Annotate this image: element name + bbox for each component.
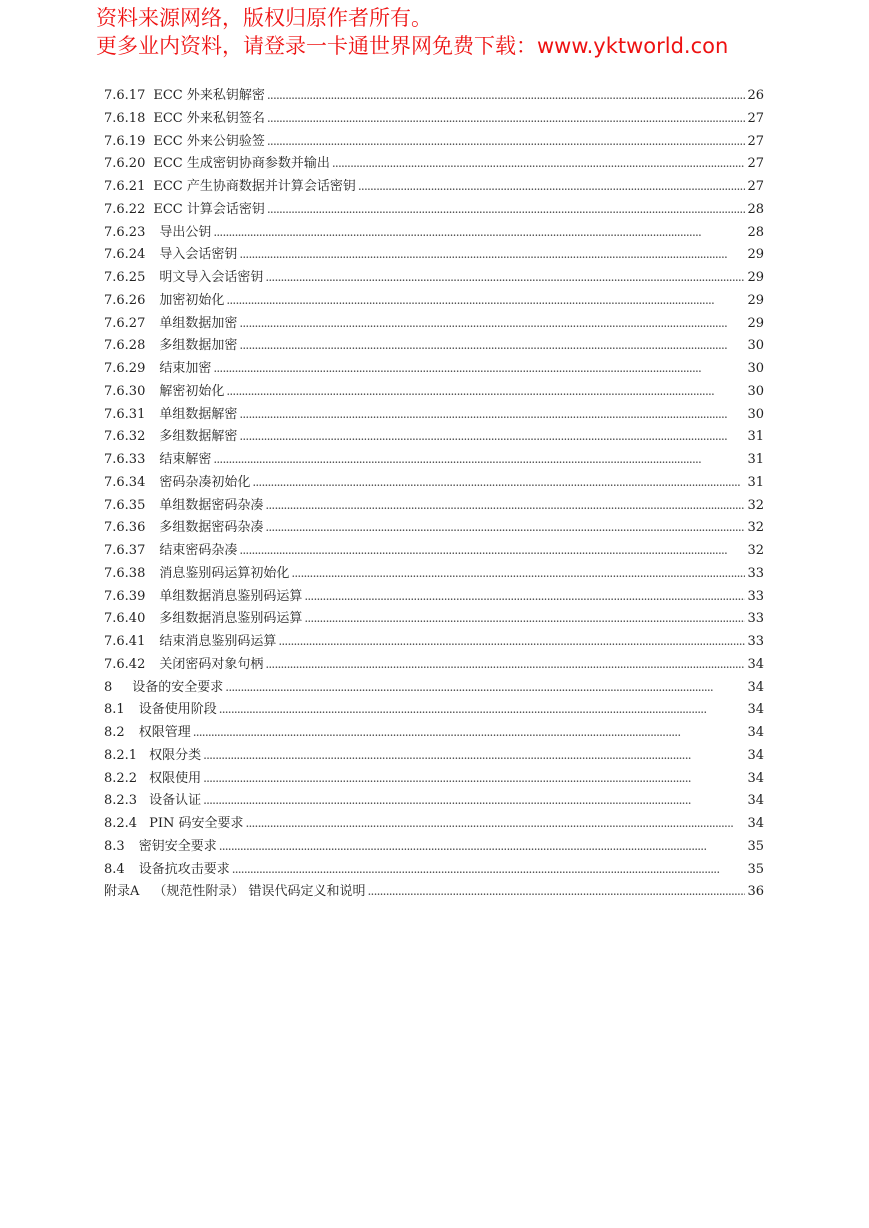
toc-entry-title	[104, 335, 237, 358]
toc-entry-page: 32	[747, 497, 764, 513]
toc-entry-number: 附录A	[104, 884, 140, 900]
toc-entry-title	[104, 404, 237, 427]
toc-entry[interactable]	[104, 789, 764, 812]
toc-entry-page: 30	[747, 361, 764, 376]
toc-entry-text: 设备使用阶段	[138, 702, 217, 718]
toc-entry-page: 32	[747, 520, 764, 536]
toc-entry[interactable]	[104, 357, 764, 380]
toc-entry-page: 29	[747, 270, 764, 285]
toc-entry[interactable]	[104, 607, 764, 630]
toc-entry-number: 8.2.4	[104, 816, 138, 831]
toc-entry[interactable]	[104, 585, 764, 608]
toc-dot-leader	[226, 289, 745, 313]
toc-entry[interactable]	[104, 744, 764, 767]
toc-entry[interactable]	[104, 494, 764, 517]
toc-dot-leader	[265, 266, 745, 290]
toc-dot-leader	[265, 494, 745, 518]
toc-entry-title	[104, 517, 263, 540]
toc-entry-title	[104, 176, 356, 199]
toc-dot-leader	[267, 130, 746, 154]
toc-dot-leader	[304, 585, 745, 609]
toc-entry-page: 31	[747, 452, 764, 467]
toc-entry-number: 7.6.19	[104, 133, 146, 149]
toc-entry-page: 27	[747, 156, 764, 172]
toc-entry[interactable]	[104, 152, 764, 175]
toc-entry-number: 7.6.27	[104, 315, 146, 331]
toc-entry-title	[104, 472, 250, 495]
toc-dot-leader	[225, 676, 745, 700]
toc-entry-number: 8.4	[104, 861, 125, 877]
toc-entry-number: 7.6.41	[104, 634, 146, 649]
copyright-banner	[96, 4, 728, 60]
toc-entry-text: 结束解密	[159, 452, 212, 467]
toc-entry-page: 36	[747, 884, 764, 900]
toc-dot-leader	[239, 312, 745, 336]
toc-dot-leader	[358, 175, 746, 199]
toc-entry-number: 7.6.33	[104, 452, 146, 467]
toc-entry-page: 29	[747, 292, 764, 308]
toc-entry-page: 34	[747, 656, 764, 672]
toc-entry-page: 29	[747, 247, 764, 263]
toc-entry[interactable]	[104, 516, 764, 539]
toc-entry-title	[104, 881, 366, 904]
toc-entry[interactable]	[104, 630, 764, 653]
toc-entry-page: 34	[747, 770, 764, 786]
toc-entry-number: 7.6.35	[104, 497, 146, 513]
toc-entry-title	[104, 677, 223, 700]
toc-entry-text: 单组数据加密	[159, 315, 238, 331]
toc-entry-text: 多组数据密码杂凑	[159, 520, 264, 536]
toc-entry[interactable]	[104, 858, 764, 881]
toc-entry-title	[104, 836, 217, 859]
toc-dot-leader	[239, 425, 745, 449]
toc-dot-leader	[278, 630, 745, 654]
toc-entry[interactable]	[104, 312, 764, 335]
toc-dot-leader	[267, 198, 746, 222]
toc-entry[interactable]	[104, 221, 764, 244]
toc-entry-title	[104, 586, 302, 609]
toc-dot-leader	[239, 403, 745, 427]
toc-dot-leader	[252, 471, 745, 495]
toc-entry[interactable]	[104, 448, 764, 471]
toc-entry-page: 31	[747, 429, 764, 445]
toc-entry-text: 多组数据消息鉴别码运算	[159, 611, 303, 627]
toc-entry-number: 7.6.42	[104, 656, 146, 672]
toc-dot-leader	[219, 835, 746, 859]
toc-entry-number: 8.2	[104, 725, 125, 740]
toc-entry[interactable]	[104, 84, 764, 107]
toc-entry[interactable]	[104, 289, 764, 312]
toc-entry-text: 加密初始化	[159, 292, 225, 308]
toc-dot-leader	[291, 562, 745, 586]
toc-entry-page: 34	[747, 679, 764, 695]
toc-entry-page: 30	[747, 338, 764, 354]
toc-entry[interactable]	[104, 175, 764, 198]
toc-entry-number: 7.6.18	[104, 110, 146, 126]
toc-entry-text: 设备的安全要求	[132, 679, 224, 695]
toc-entry-title	[104, 313, 237, 336]
toc-dot-leader	[265, 516, 745, 540]
toc-entry[interactable]	[104, 403, 764, 426]
toc-entry-text: 单组数据消息鉴别码运算	[159, 588, 303, 604]
toc-entry-text: 结束密码杂凑	[159, 543, 238, 558]
toc-entry-number: 8.2.1	[104, 747, 138, 763]
toc-entry-text: 设备认证	[149, 793, 202, 809]
toc-entry[interactable]	[104, 767, 764, 790]
toc-entry-text: 结束消息鉴别码运算	[159, 634, 277, 649]
toc-entry-title	[104, 859, 230, 882]
toc-entry-text: 消息鉴别码运算初始化	[159, 565, 290, 581]
toc-entry[interactable]	[104, 198, 764, 221]
toc-entry[interactable]	[104, 653, 764, 676]
toc-entry-text: （规范性附录） 错误代码定义和说明	[153, 884, 366, 900]
toc-entry-number: 7.6.40	[104, 611, 146, 627]
toc-entry-text: 权限分类	[149, 747, 202, 763]
toc-entry-text: 单组数据解密	[159, 406, 238, 422]
toc-entry-number: 7.6.22	[104, 201, 146, 217]
toc-dot-leader	[232, 858, 746, 882]
toc-entry-title	[104, 563, 289, 586]
toc-entry-text: 权限管理	[138, 725, 191, 740]
toc-entry-title	[104, 199, 265, 222]
toc-entry-page: 27	[747, 110, 764, 126]
toc-entry-title	[104, 722, 191, 745]
toc-entry[interactable]	[104, 835, 764, 858]
toc-entry-page: 27	[747, 179, 764, 194]
toc-entry-title	[104, 290, 224, 313]
toc-entry[interactable]	[104, 380, 764, 403]
toc-dot-leader	[219, 698, 746, 722]
toc-entry[interactable]	[104, 562, 764, 585]
toc-entry-number: 7.6.31	[104, 406, 146, 422]
toc-entry-page: 33	[747, 634, 764, 649]
toc-dot-leader	[368, 880, 746, 904]
banner-line-2: 更多业内资料，请登录一卡通世界网免费下载：www.yktworld.con	[96, 34, 729, 58]
toc-dot-leader	[203, 767, 745, 791]
toc-entry-page: 33	[747, 588, 764, 604]
toc-dot-leader	[239, 243, 745, 267]
toc-entry-title	[104, 768, 201, 791]
toc-entry-title	[104, 608, 302, 631]
toc-entry-number: 7.6.26	[104, 292, 146, 308]
toc-entry-text: ECC 生成密钥协商参数并输出	[153, 156, 330, 172]
toc-entry-number: 7.6.21	[104, 179, 146, 194]
toc-entry[interactable]	[104, 721, 764, 744]
toc-entry[interactable]	[104, 425, 764, 448]
toc-entry-number: 8	[104, 679, 113, 695]
toc-dot-leader	[193, 721, 746, 745]
toc-dot-leader	[304, 607, 745, 631]
toc-entry-title	[104, 426, 237, 449]
toc-entry-page: 35	[747, 861, 764, 877]
toc-entry-text: 权限使用	[149, 770, 202, 786]
toc-entry-page: 34	[747, 747, 764, 763]
toc-entry-number: 8.2.3	[104, 793, 138, 809]
toc-entry-page: 34	[747, 793, 764, 809]
toc-entry-text: 设备抗攻击要求	[138, 861, 230, 877]
toc-entry[interactable]	[104, 698, 764, 721]
toc-entry-number: 7.6.17	[104, 88, 146, 103]
toc-entry-title	[104, 813, 243, 836]
toc-entry[interactable]	[104, 880, 764, 903]
toc-entry-title	[104, 108, 265, 131]
toc-entry-number: 7.6.34	[104, 474, 146, 490]
toc-entry-page: 33	[747, 565, 764, 581]
toc-entry-page: 29	[747, 315, 764, 331]
toc-dot-leader	[265, 653, 745, 677]
toc-dot-leader	[267, 84, 746, 108]
toc-entry-text: 结束加密	[159, 361, 212, 376]
toc-entry-title	[104, 540, 237, 563]
toc-entry[interactable]	[104, 539, 764, 562]
toc-entry-text: ECC 外来私钥签名	[153, 110, 265, 126]
toc-entry-text: 解密初始化	[159, 383, 225, 399]
toc-entry-page: 27	[747, 133, 764, 149]
toc-entry-title	[104, 654, 263, 677]
toc-entry-page: 34	[747, 702, 764, 718]
toc-entry-page: 28	[747, 224, 764, 240]
toc-entry-text: ECC 外来公钥验签	[153, 133, 265, 149]
toc-entry-number: 7.6.23	[104, 224, 146, 240]
toc-entry-page: 32	[747, 543, 764, 558]
toc-entry-number: 7.6.39	[104, 588, 146, 604]
toc-entry-title	[104, 267, 263, 290]
toc-entry-number: 7.6.36	[104, 520, 146, 536]
toc-entry[interactable]	[104, 107, 764, 130]
toc-entry-text: 导出公钥	[159, 224, 212, 240]
toc-entry-page: 33	[747, 611, 764, 627]
toc-entry-text: 明文导入会话密钥	[159, 270, 264, 285]
toc-dot-leader	[332, 152, 746, 176]
toc-entry-title	[104, 631, 276, 654]
toc-entry-number: 7.6.24	[104, 247, 146, 263]
toc-entry-title	[104, 449, 211, 472]
toc-entry-text: 单组数据密码杂凑	[159, 497, 264, 513]
toc-entry-number: 7.6.37	[104, 543, 146, 558]
toc-entry-title	[104, 495, 263, 518]
toc-entry-number: 7.6.30	[104, 383, 146, 399]
toc-entry-title	[104, 745, 201, 768]
toc-entry-page: 30	[747, 383, 764, 399]
toc-entry-text: ECC 产生协商数据并计算会话密钥	[153, 179, 356, 194]
toc-entry-text: PIN 码安全要求	[149, 816, 244, 831]
toc-entry-text: 关闭密码对象句柄	[159, 656, 264, 672]
toc-entry-number: 7.6.25	[104, 270, 146, 285]
toc-entry-number: 7.6.28	[104, 338, 146, 354]
toc-entry-title	[104, 131, 265, 154]
toc-dot-leader	[213, 221, 745, 245]
toc-entry-number: 8.2.2	[104, 770, 138, 786]
toc-entry[interactable]	[104, 266, 764, 289]
toc-entry-page: 28	[747, 201, 764, 217]
toc-dot-leader	[203, 744, 745, 768]
toc-dot-leader	[203, 789, 745, 813]
toc-entry[interactable]	[104, 812, 764, 835]
toc-entry-text: ECC 外来私钥解密	[153, 88, 265, 103]
toc-dot-leader	[226, 380, 745, 404]
toc-dot-leader	[213, 448, 745, 472]
toc-entry-number: 7.6.32	[104, 429, 146, 445]
toc-dot-leader	[267, 107, 746, 131]
toc-entry-page: 34	[747, 816, 764, 831]
toc-entry-number: 7.6.20	[104, 156, 146, 172]
toc-entry[interactable]	[104, 471, 764, 494]
toc-entry-page: 34	[747, 725, 764, 740]
toc-entry-page: 26	[747, 88, 764, 103]
toc-entry-title	[104, 358, 211, 381]
toc-entry-page: 30	[747, 406, 764, 422]
toc-entry-number: 7.6.38	[104, 565, 146, 581]
toc-entry-page: 35	[747, 838, 764, 854]
toc-entry-text: 多组数据加密	[159, 338, 238, 354]
toc-dot-leader	[213, 357, 745, 381]
toc-entry-title	[104, 790, 201, 813]
toc-entry-title	[104, 244, 237, 267]
toc-entry-title	[104, 381, 224, 404]
toc-entry-text: 多组数据解密	[159, 429, 238, 445]
toc-entry[interactable]	[104, 130, 764, 153]
toc-entry[interactable]	[104, 334, 764, 357]
toc-entry-number: 8.1	[104, 702, 125, 718]
toc-entry-title	[104, 153, 330, 176]
banner-line-1: 资料来源网络，版权归原作者所有。	[96, 6, 432, 30]
toc-entry-text: 密钥安全要求	[138, 838, 217, 854]
toc-entry[interactable]	[104, 243, 764, 266]
toc-entry-page: 31	[747, 474, 764, 490]
toc-dot-leader	[239, 334, 745, 358]
toc-entry-text: 密码杂凑初始化	[159, 474, 251, 490]
toc-entry-title	[104, 85, 265, 108]
toc-entry[interactable]	[104, 676, 764, 699]
toc-dot-leader	[239, 539, 745, 563]
toc-entry-title	[104, 222, 211, 245]
toc-entry-number: 8.3	[104, 838, 125, 854]
toc-entry-number: 7.6.29	[104, 361, 146, 376]
toc-entry-text: ECC 计算会话密钥	[153, 201, 265, 217]
toc-dot-leader	[245, 812, 745, 836]
toc-entry-title	[104, 699, 217, 722]
table-of-contents	[104, 84, 764, 903]
toc-entry-text: 导入会话密钥	[159, 247, 238, 263]
